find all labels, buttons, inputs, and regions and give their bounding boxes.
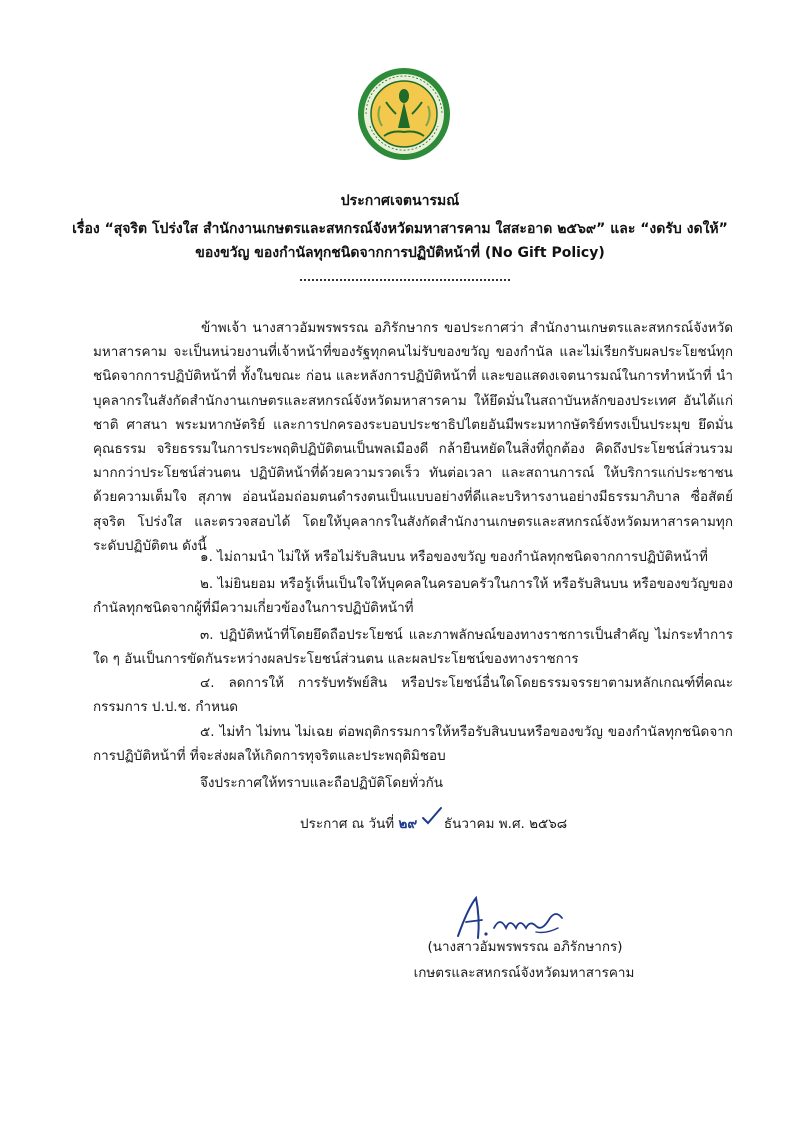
subject-line-2: ของขวัญ ของกำนัลทุกชนิดจากการปฏิบัติหน้าที่ (No Gift Policy) [195,245,605,261]
date-day-wrapper [399,812,418,836]
date-month-year: ธันวาคม พ.ศ. ๒๕๖๘ [443,816,568,832]
closing-line: จึงประกาศให้ทราบและถือปฏิบัติโดยทั่วกัน [200,775,443,791]
list-item: ๔. ลดการให้ การรับทรัพย์สิน หรือประโยชน์อื่นใดโดยธรรมจรรยาตามหลักเกณฑ์ที่คณะกรรมการ ป.ป.ช. กำหนด [93,675,733,716]
signer-name: (นางสาวอัมพรพรรณ อภิรักษากร) [427,939,623,955]
list-item: ๑. ไม่ถามนำ ไม่ให้ หรือไม่รับสินบน หรือของขวัญ ของกำนัลทุกชนิดจากการปฏิบัติหน้าที่ [200,549,708,565]
date-day: ๒๙ [398,816,418,832]
agriculture-seal-icon [356,66,452,162]
page-title: ประกาศเจตนารมณ์ [340,193,460,209]
handwritten-check-icon [421,806,443,826]
signer-title: เกษตรและสหกรณ์จังหวัดมหาสารคาม [413,965,635,981]
list-item: ๒. ไม่ยินยอม หรือรู้เห็นเป็นใจให้บุคคลในครอบครัวในการให้ หรือรับสินบน หรือของขวัญของกำนัลทุกชนิดจากผู้ที่มีความเกี่ยวข้องในการปฏิบัติหน้าที่ [93,576,733,617]
list-item: ๕. ไม่ทำ ไม่ทน ไม่เฉย ต่อพฤติกรรมการให้หรือรับสินบนหรือของขวัญ ของกำนัลทุกชนิดจากการปฏิบัติหน้าที่ ที่จะส่งผลให้เกิดการทุจริตและประพฤติมิชอบ [93,724,733,765]
intro-paragraph: ข้าพเจ้า นางสาวอัมพรพรรณ อภิรักษากร ขอประกาศว่า สำนักงานเกษตรและสหกรณ์จังหวัดมหาสารคาม จะเป็นหน่วยงานที่เจ้าหน้าที่ของรัฐทุกคนไม่รับของขวัญ ของกำนัล และไม่เรียกรับผลประโยชน์ทุกชนิดจากการปฏิบัติหน้าที่ ทั้งในขณะ ก่อน และหลังการปฏิบัติหน้าที่ และขอแสดงเจตนารมณ์ในการทำหน้าที่ นำบุคลากรในสังกัดสำนักงานเกษตรและสหกรณ์จังหวัดมหาสารคาม ให้ยึดมั่นในสถาบันหลักของประเทศ อันได้แก่ ชาติ ศาสนา พระมหากษัตริย์ และการปกครองระบอบประชาธิปไตยอันมีพระมหากษัตริย์ทรงเป็นประมุข ยึดมั่นคุณธรรม จริยธรรมในการประพฤติปฏิบัติตนเป็นพลเมืองดี กล้ายืนหยัดในสิ่งที่ถูกต้อง คิดถึงประโยชน์ส่วนรวมมากกว่าประโยชน์ส่วนตน ปฏิบัติหน้าที่ด้วยความรวดเร็ว ทันต่อเวลา และสถานการณ์ ให้บริการแก่ประชาชน ด้วยความเต็มใจ สุภาพ อ่อนน้อมถ่อมตนดำรงตนเป็นแบบอย่างที่ดีและบริหารงานอย่างมีธรรมาภิบาล ซื่อสัตย์สุจริต โปร่งใส และตรวจสอบได้ โดยให้บุคลากรในสังกัดสำนักงานเกษตรและสหกรณ์จังหวัดมหาสารคามทุกระดับปฏิบัติตน ดังนี้ [93,320,733,554]
date-prefix: ประกาศ ณ วันที่ [300,816,395,832]
list-item: ๓. ปฏิบัติหน้าที่โดยยึดถือประโยชน์ และภาพลักษณ์ของทางราชการเป็นสำคัญ ไม่กระทำการใด ๆ อันเป็นการขัดกันระหว่างผลประโยชน์ส่วนตน และผลประโยชน์ของทางราชการ [93,627,733,668]
dotted-divider [300,279,510,281]
announcement-date [300,812,567,836]
subject-line-1: เรื่อง “สุจริต โปร่งใส สำนักงานเกษตรและสหกรณ์จังหวัดมหาสารคาม ใสสะอาด ๒๕๖๙” และ “งดรับ งดให้” [72,221,728,237]
